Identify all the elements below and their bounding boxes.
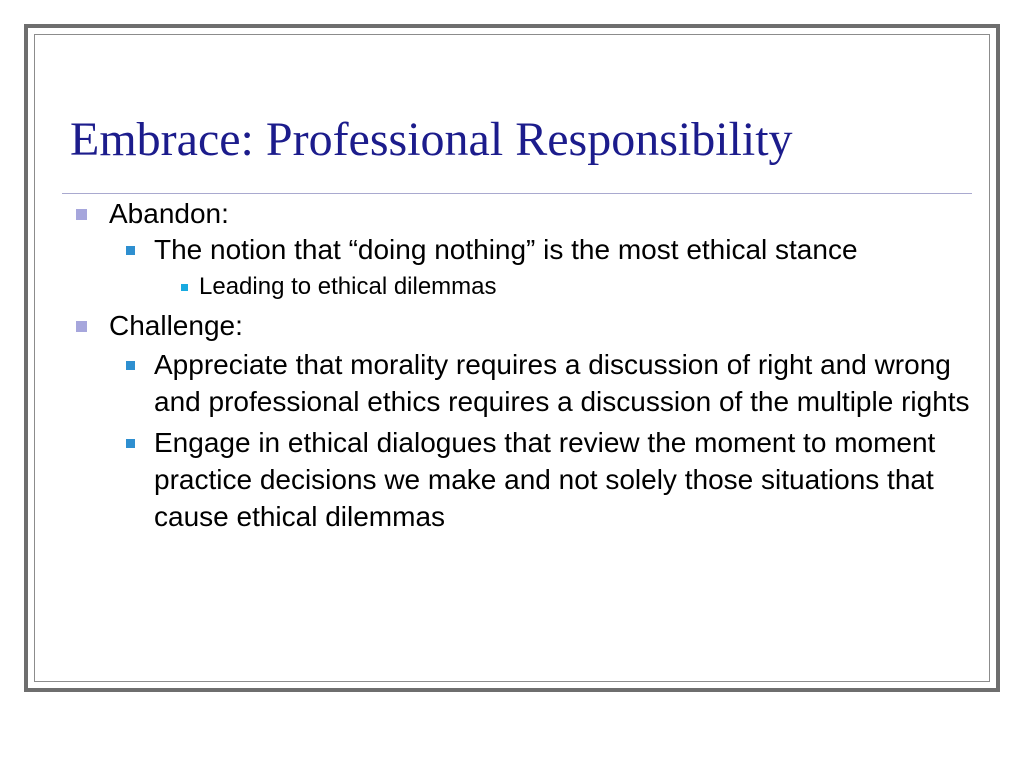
sub-sub-bullet-text: Leading to ethical dilemmas — [199, 273, 497, 300]
bullet-list — [70, 196, 970, 535]
sub-bullet-text: The notion that “doing nothing” is the most ethical stance — [154, 234, 858, 265]
square-bullet-icon — [126, 246, 135, 255]
square-bullet-icon — [181, 284, 188, 291]
bullet-item-challenge — [70, 309, 970, 343]
sub-bullet-text: Appreciate that morality requires a discussion of right and wrong and professional ethics requires a discussion of the multiple rights — [154, 349, 970, 417]
square-bullet-icon — [126, 361, 135, 370]
square-bullet-icon — [126, 439, 135, 448]
sub-sub-bullet-item — [70, 271, 970, 303]
sub-bullet-item — [70, 231, 984, 268]
bullet-text: Abandon: — [109, 198, 229, 229]
square-bullet-icon — [76, 321, 87, 332]
bullet-text: Challenge: — [109, 310, 243, 341]
sub-bullet-text: Engage in ethical dialogues that review the moment to moment practice decisions we make and not solely those situations that cause ethical dilemmas — [154, 427, 936, 532]
title-divider — [62, 193, 972, 194]
bullet-item-abandon — [70, 197, 970, 231]
sub-bullet-item — [70, 346, 984, 420]
sub-bullet-item — [70, 424, 984, 535]
square-bullet-icon — [76, 209, 87, 220]
slide-title: Embrace: Professional Responsibility — [70, 113, 793, 166]
